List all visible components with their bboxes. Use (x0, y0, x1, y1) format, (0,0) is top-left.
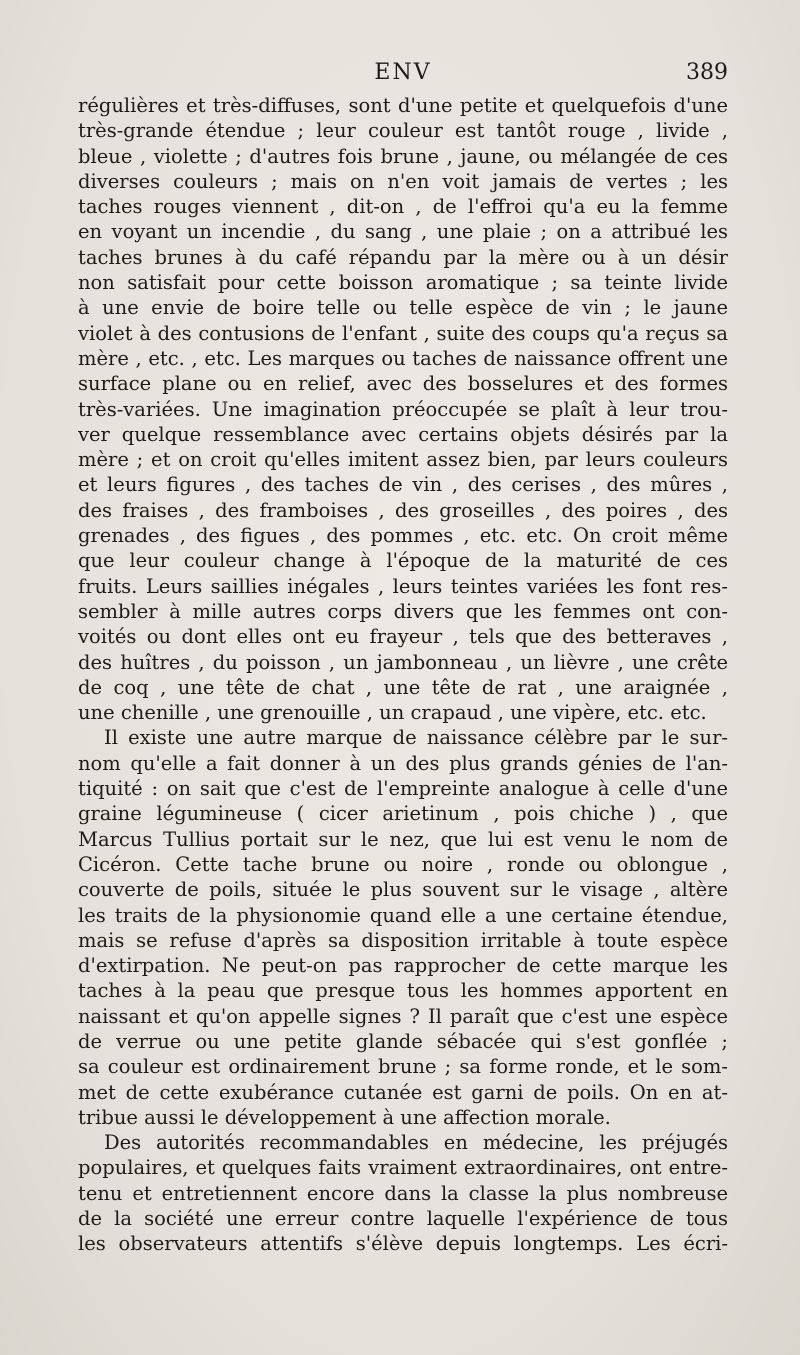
text-line: graine légumineuse ( cicer arietinum , pois chiche ) , que (78, 802, 728, 826)
text-line: mère , etc. , etc. Les marques ou taches de naissance offrent une (78, 346, 728, 370)
text-line: taches à la peau que presque tous les hommes apportent en (78, 979, 728, 1003)
page-number: 389 (686, 60, 728, 85)
text-line: d'extirpation. Ne peut-on pas rapprocher de cette marque les (78, 954, 728, 978)
text-line: met de cette exubérance cutanée est garni de poils. On en at- (78, 1080, 728, 1104)
page-header (78, 58, 728, 92)
text-line: en voyant un incendie , du sang , une plaie ; on a attribué les (78, 220, 728, 244)
paragraph-start-line: Il existe une autre marque de naissance célèbre par le sur- (104, 726, 728, 750)
text-line: sembler à mille autres corps divers que les femmes ont con- (78, 599, 728, 623)
text-line: de verrue ou une petite glande sébacée qui s'est gonflée ; (78, 1029, 728, 1053)
text-line: populaires, et quelques faits vraiment extraordinaires, ont entre- (78, 1156, 728, 1180)
text-line: très-variées. Une imagination préoccupée se plaît à leur trou- (78, 397, 728, 421)
text-line: fruits. Leurs saillies inégales , leurs teintes variées les font res- (78, 574, 728, 598)
text-line: sa couleur est ordinairement brune ; sa forme ronde, et le som- (78, 1055, 728, 1079)
text-line: des fraises , des framboises , des groseilles , des poires , des (78, 498, 728, 522)
text-line: de la société une erreur contre laquelle l'expérience de tous (78, 1207, 728, 1231)
text-line: violet à des contusions de l'enfant , suite des coups qu'a reçus sa (78, 321, 728, 345)
text-line: grenades , des figues , des pommes , etc. etc. On croit même (78, 524, 728, 548)
text-line: ver quelque ressemblance avec certains objets désirés par la (78, 422, 728, 446)
paragraph-start-line: Des autorités recommandables en médecine, les préjugés (104, 1131, 728, 1155)
text-line: les observateurs attentifs s'élève depuis longtemps. Les écri- (78, 1232, 728, 1256)
text-line: naissant et qu'on appelle signes ? Il paraît que c'est une espèce (78, 1004, 728, 1028)
text-line: que leur couleur change à l'époque de la maturité de ces (78, 549, 728, 573)
text-line: non satisfait pour cette boisson aromatique ; sa teinte livide (78, 271, 728, 295)
text-line: nom qu'elle a fait donner à un des plus grands génies de l'an- (78, 751, 728, 775)
text-line: couverte de poils, située le plus souvent sur le visage , altère (78, 878, 728, 902)
text-line: taches rouges viennent , dit-on , de l'effroi qu'a eu la femme (78, 195, 728, 219)
text-line: tribue aussi le développement à une affection morale. (78, 1105, 611, 1129)
text-line: Cicéron. Cette tache brune ou noire , ronde ou oblongue , (78, 852, 728, 876)
text-line: tenu et entretiennent encore dans la classe la plus nombreuse (78, 1181, 728, 1205)
text-line: voités ou dont elles ont eu frayeur , tels que des betteraves , (78, 625, 728, 649)
text-line: et leurs figures , des taches de vin , des cerises , des mûres , (78, 473, 728, 497)
text-line: très-grande étendue ; leur couleur est tantôt rouge , livide , (78, 119, 728, 143)
text-line: tiquité : on sait que c'est de l'empreinte analogue à celle d'une (78, 777, 728, 801)
text-line: à une envie de boire telle ou telle espèce de vin ; le jaune (78, 296, 728, 320)
text-line: surface plane ou en relief, avec des bosselures et des formes (78, 372, 728, 396)
text-line: une chenille , une grenouille , un crapaud , une vipère, etc. etc. (78, 701, 707, 725)
body-text (78, 93, 728, 1257)
text-line: régulières et très-diffuses, sont d'une petite et quelquefois d'une (78, 94, 728, 117)
running-head: ENV (374, 60, 432, 85)
text-line: mais se refuse d'après sa disposition irritable à toute espèce (78, 928, 728, 952)
text-line: de coq , une tête de chat , une tête de rat , une araignée , (78, 675, 728, 699)
text-line: Marcus Tullius portait sur le nez, que lui est venu le nom de (78, 827, 728, 851)
text-line: diverses couleurs ; mais on n'en voit jamais de vertes ; les (78, 169, 728, 193)
text-line: mère ; et on croit qu'elles imitent assez bien, par leurs couleurs (78, 448, 728, 472)
text-line: bleue , violette ; d'autres fois brune , jaune, ou mélangée de ces (78, 144, 728, 168)
text-line: taches brunes à du café répandu par la mère ou à un désir (78, 245, 728, 269)
text-line: les traits de la physionomie quand elle a une certaine étendue, (78, 903, 728, 927)
text-line: des huîtres , du poisson , un jambonneau , un lièvre , une crête (78, 650, 728, 674)
